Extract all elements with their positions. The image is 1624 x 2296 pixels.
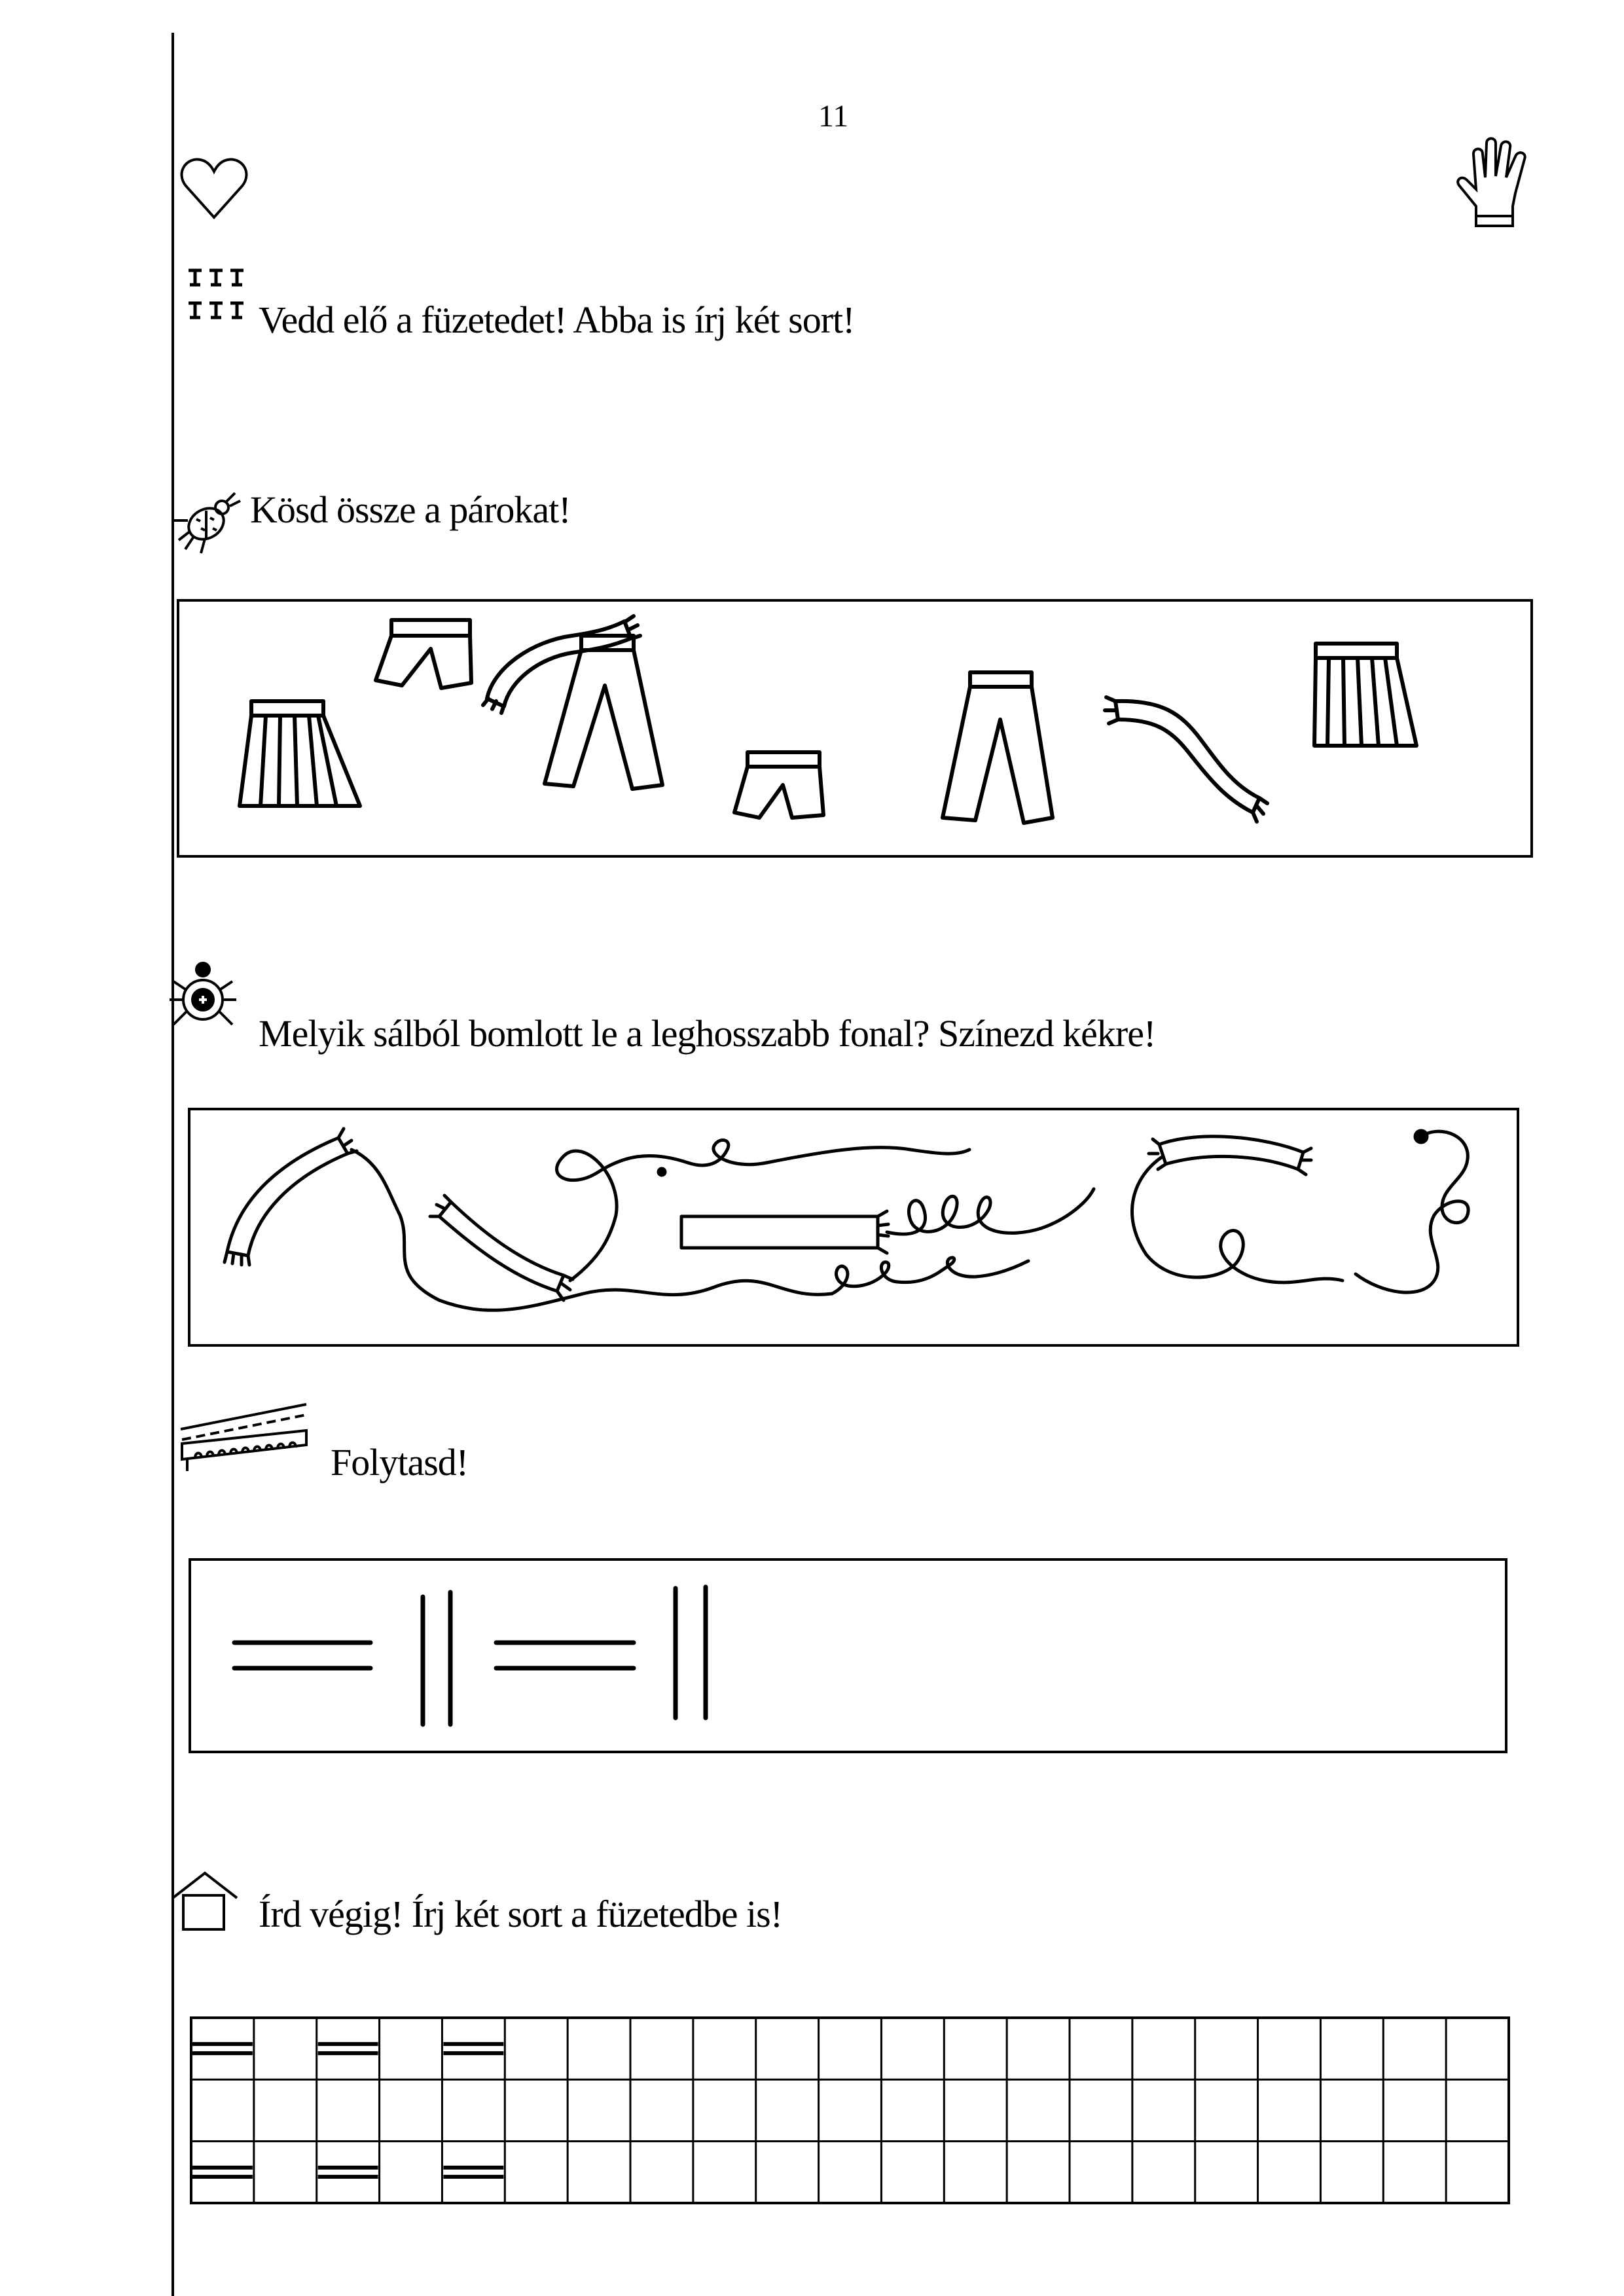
ruler-icon (175, 1398, 313, 1483)
instruction-notebook: Vedd elő a füzetedet! Abba is írj két sort! (259, 299, 855, 341)
trousers-item (545, 636, 662, 789)
scarf-with-yarn (430, 1140, 969, 1300)
continue-pattern-box[interactable] (189, 1558, 1507, 1753)
margin-line (171, 33, 174, 2296)
skirt-item (240, 701, 360, 806)
hand-icon (1450, 134, 1542, 229)
scarf-with-yarn (225, 1129, 832, 1310)
scarf-item (483, 616, 640, 713)
pattern-vertical-pair (423, 1592, 450, 1724)
cups-icon (185, 265, 250, 331)
grid-equals-sign (192, 2168, 253, 2177)
pattern-vertical-pair (676, 1587, 706, 1718)
trousers-item (943, 672, 1053, 823)
scarf-item (1105, 697, 1267, 822)
grid-equals-sign (443, 2168, 503, 2177)
instruction-pairs: Kösd össze a párokat! (250, 488, 571, 531)
shorts-item (376, 620, 471, 688)
writing-grid[interactable] (190, 2016, 1510, 2204)
page-number: 11 (818, 99, 849, 134)
grid-border (191, 2018, 1509, 2203)
instruction-yarn: Melyik sálból bomlott le a leghosszabb fonal? Színezd kékre! (259, 1012, 1156, 1055)
pattern-double-line (496, 1643, 634, 1668)
beetle-icon (167, 959, 245, 1044)
yarn-box[interactable] (188, 1108, 1519, 1347)
grid-equals-sign (318, 2044, 378, 2053)
pairs-box[interactable] (177, 599, 1533, 858)
shorts-item (734, 752, 823, 818)
yarn-strand (832, 1258, 1028, 1294)
ladybug-icon (167, 481, 245, 560)
skirt-item (1314, 644, 1416, 746)
grid-equals-sign (318, 2168, 378, 2177)
house-icon (169, 1869, 241, 1941)
scarf-with-yarn (1132, 1137, 1343, 1283)
instruction-continue: Folytasd! (331, 1441, 469, 1484)
grid-equals-sign (443, 2044, 503, 2053)
yarn-strand (1356, 1131, 1468, 1292)
grid-equals-sign (192, 2044, 253, 2053)
heart-icon (178, 152, 250, 224)
instruction-write: Írd végig! Írj két sort a füzetedbe is! (259, 1893, 783, 1935)
pattern-double-line (234, 1643, 370, 1668)
scarf-with-yarn (681, 1189, 1094, 1253)
